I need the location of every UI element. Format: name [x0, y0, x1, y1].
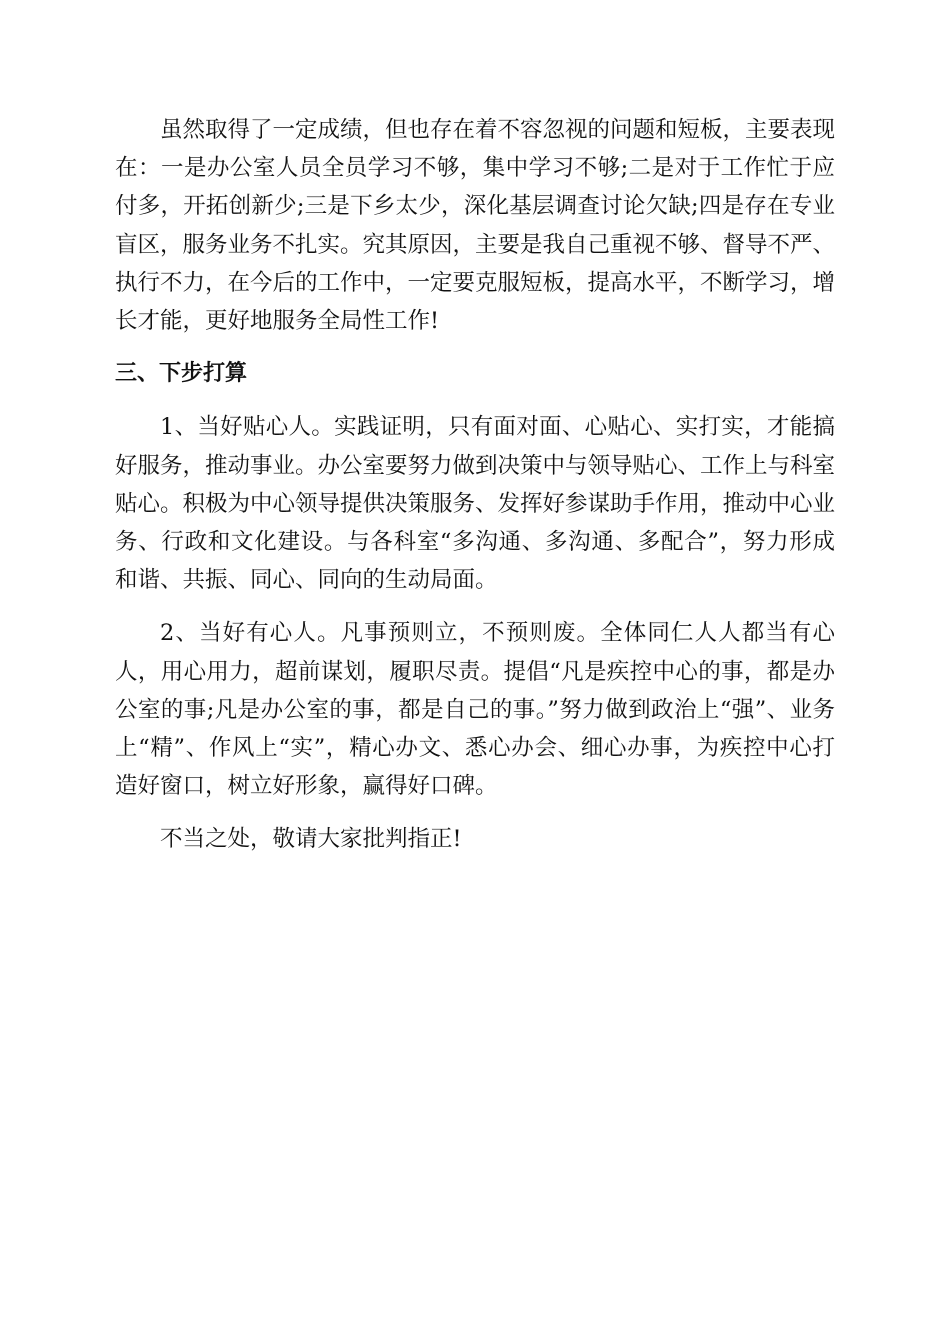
paragraph-plan-1: 1、当好贴心人。实践证明，只有面对面、心贴心、实打实，才能搞好服务，推动事业。办公室要努力做到决策中与领导贴心、工作上与科室贴心。积极为中心领导提供决策服务、发挥好参谋助手作用，推动中心业务、行政和文化建设。与各科室“多沟通、多沟通、多配合”，努力形成和谐、共振、同心、同向的生动局面。	[115, 414, 836, 594]
section-heading-next-steps: 三、下步打算	[115, 361, 248, 387]
paragraph-closing: 不当之处，敬请大家批判指正!	[160, 826, 462, 853]
paragraph-problems: 虽然取得了一定成绩，但也存在着不容忽视的问题和短板，主要表现在：一是办公室人员全员学习不够，集中学习不够;二是对于工作忙于应付多，开拓创新少;三是下乡太少，深化基层调查讨论欠缺;四是存在专业盲区，服务业务不扎实。究其原因，主要是我自己重视不够、督导不严、执行不力，在今后的工作中，一定要克服短板，提高水平，不断学习，增长才能，更好地服务全局性工作!	[115, 117, 836, 335]
document-body	[115, 111, 835, 874]
paragraph-plan-2: 2、当好有心人。凡事预则立，不预则废。全体同仁人人都当有心人，用心用力，超前谋划，履职尽责。提倡“凡是疾控中心的事，都是办公室的事;凡是办公室的事，都是自己的事。”努力做到政治上“强”、业务上“精”、作风上“实”，精心办文、悉心办会、细心办事，为疾控中心打造好窗口，树立好形象，赢得好口碑。	[115, 620, 835, 800]
